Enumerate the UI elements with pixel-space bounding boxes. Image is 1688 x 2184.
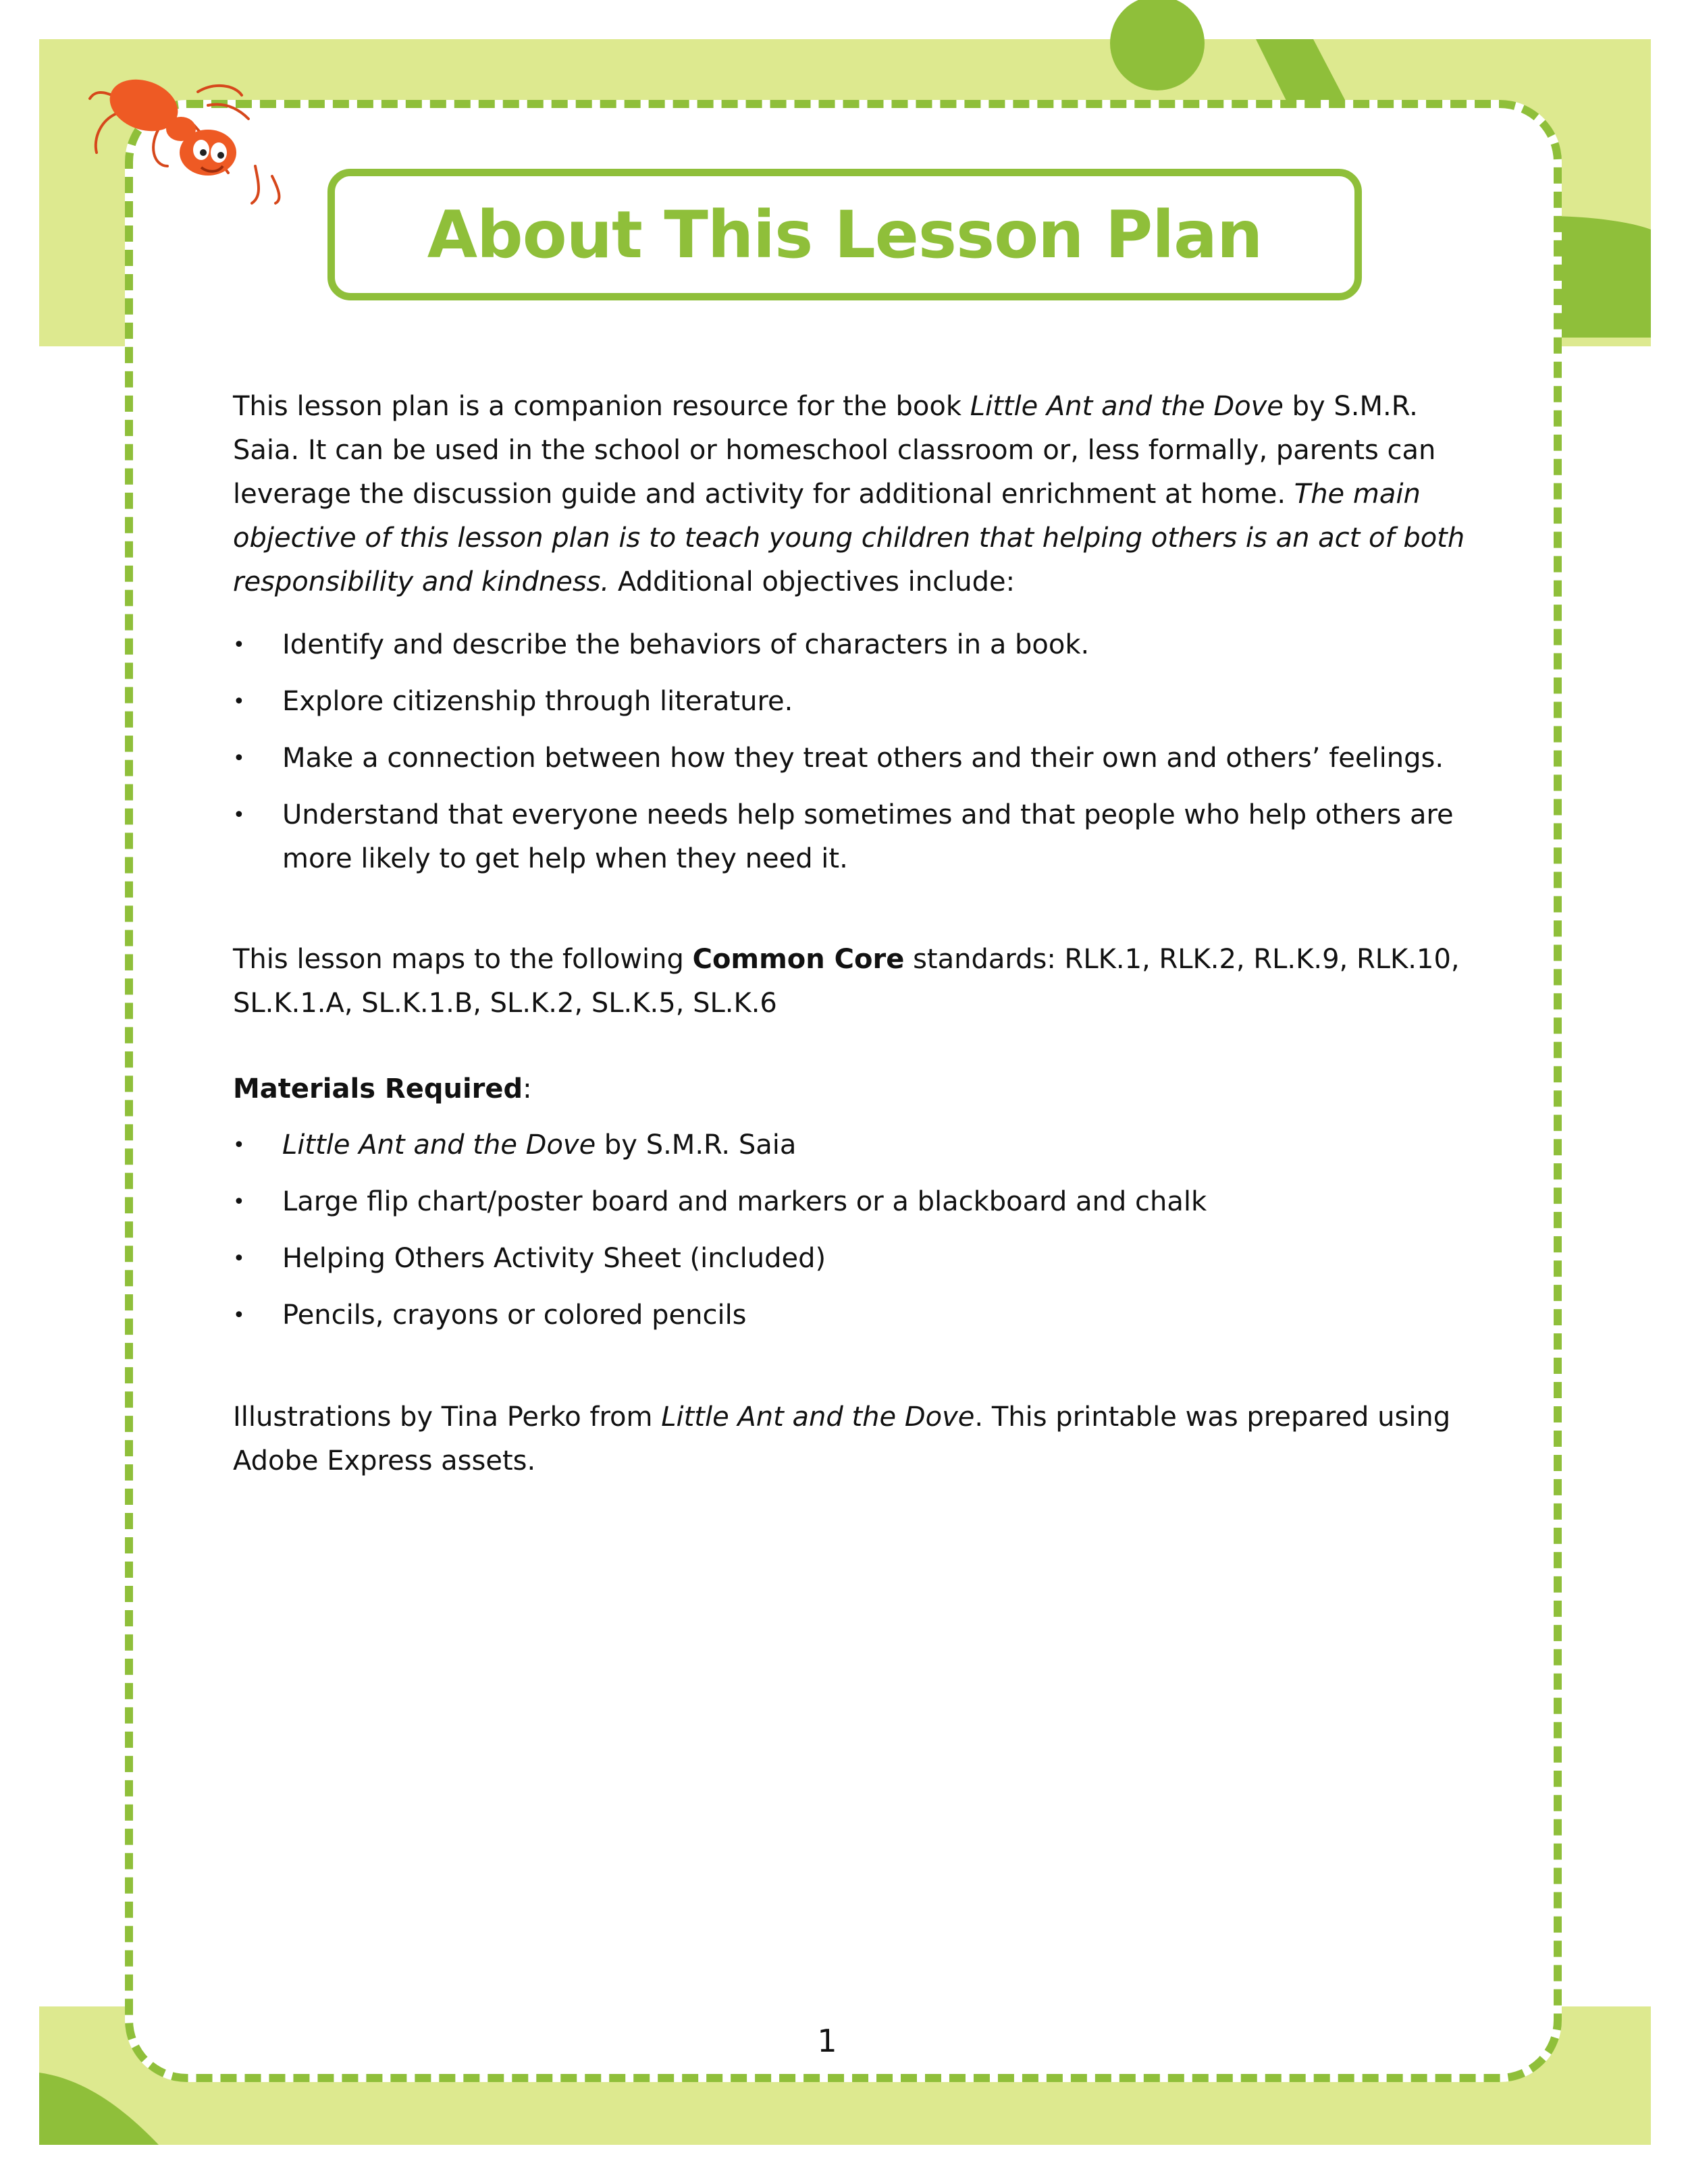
materials-heading-label: Materials Required bbox=[233, 1073, 523, 1104]
intro-text-3: Additional objectives include: bbox=[609, 566, 1016, 597]
intro-text-1: This lesson plan is a companion resource for the book bbox=[233, 391, 970, 422]
bullet-icon: • bbox=[233, 1247, 245, 1271]
list-item bbox=[233, 737, 1469, 780]
credits-book-title: Little Ant and the Dove bbox=[661, 1402, 975, 1433]
book-title: Little Ant and the Dove bbox=[970, 391, 1284, 422]
page-title: About This Lesson Plan bbox=[427, 196, 1263, 273]
ant-mascot-icon bbox=[80, 65, 282, 207]
lesson-content bbox=[233, 385, 1469, 1483]
materials-heading bbox=[233, 1067, 1469, 1111]
objective-text: Understand that everyone needs help sometimes and that people who help others are more likely to get help when they need it. bbox=[282, 799, 1454, 874]
bullet-icon: • bbox=[233, 1134, 245, 1157]
top-circle bbox=[1110, 0, 1205, 90]
material-text: Large flip chart/poster board and markers or a blackboard and chalk bbox=[282, 1186, 1207, 1217]
intro-text-2: by S.M.R. Saia. It can be used in the school or homeschool classroom or, less formally, parents can leverage the discussion guide and activity for additional enrichment at home. bbox=[233, 391, 1436, 510]
credits-paragraph bbox=[233, 1395, 1469, 1483]
credits-prefix: Illustrations by Tina Perko from bbox=[233, 1402, 662, 1433]
objective-text: Identify and describe the behaviors of characters in a book. bbox=[282, 629, 1090, 660]
list-item bbox=[233, 1294, 1469, 1337]
standards-paragraph bbox=[233, 938, 1469, 1026]
main-objective: The main objective of this lesson plan is to teach young children that helping others is an act of both responsibility and kindness. bbox=[233, 479, 1465, 597]
bullet-icon: • bbox=[233, 1190, 245, 1214]
list-item bbox=[233, 680, 1469, 724]
material-book-author: by S.M.R. Saia bbox=[596, 1129, 797, 1161]
materials-list bbox=[233, 1123, 1469, 1337]
list-item bbox=[233, 623, 1469, 667]
page-number: 1 bbox=[817, 2023, 837, 2059]
title-box bbox=[327, 169, 1362, 300]
list-item bbox=[233, 1180, 1469, 1224]
material-book-title: Little Ant and the Dove bbox=[282, 1129, 596, 1161]
objectives-list bbox=[233, 623, 1469, 881]
materials-heading-colon: : bbox=[523, 1073, 532, 1104]
standards-middle: standards: bbox=[904, 944, 1065, 975]
bullet-icon: • bbox=[233, 690, 245, 714]
list-item bbox=[233, 1237, 1469, 1281]
bullet-icon: • bbox=[233, 633, 245, 657]
material-text: Pencils, crayons or colored pencils bbox=[282, 1300, 747, 1331]
list-item bbox=[233, 793, 1469, 881]
credits-suffix: . This printable was prepared using Adobe Express assets. bbox=[233, 1402, 1451, 1476]
right-side-arc bbox=[1546, 216, 1651, 338]
bullet-icon: • bbox=[233, 803, 245, 827]
common-core-label: Common Core bbox=[692, 944, 905, 975]
objective-text: Make a connection between how they treat others and their own and others’ feelings. bbox=[282, 743, 1444, 774]
standards-prefix: This lesson maps to the following bbox=[233, 944, 693, 975]
objective-text: Explore citizenship through literature. bbox=[282, 686, 793, 717]
standards-list: RLK.1, RLK.2, RL.K.9, RLK.10, SL.K.1.A, SL.K.1.B, SL.K.2, SL.K.5, SL.K.6 bbox=[233, 944, 1460, 1019]
bullet-icon: • bbox=[233, 1304, 245, 1327]
material-text: Helping Others Activity Sheet (included) bbox=[282, 1243, 826, 1274]
bullet-icon: • bbox=[233, 747, 245, 770]
list-item bbox=[233, 1123, 1469, 1167]
intro-paragraph bbox=[233, 385, 1469, 604]
